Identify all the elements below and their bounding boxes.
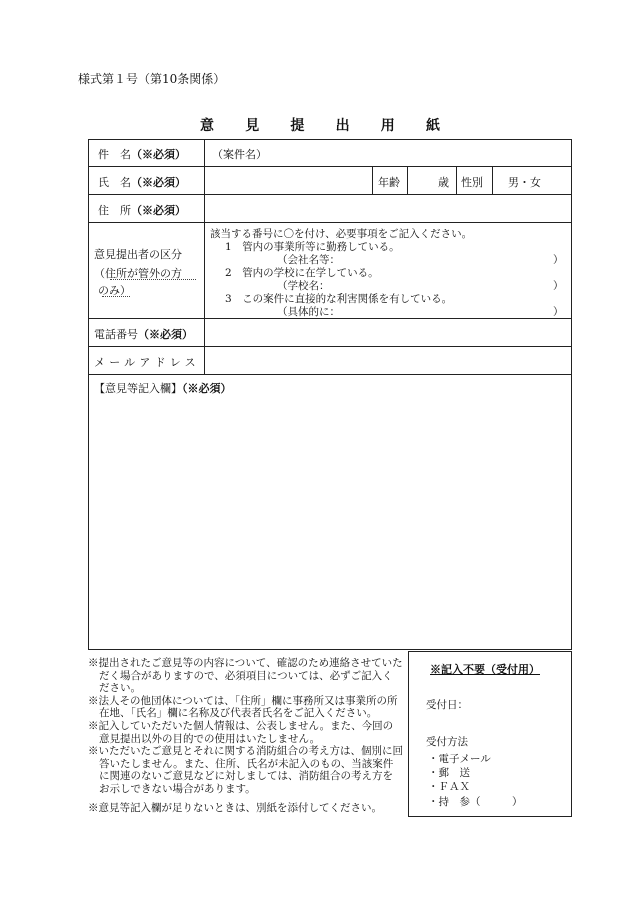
method-title: 受付方法: [426, 736, 468, 748]
sex-selector[interactable]: 男・女: [508, 176, 541, 189]
title-char: 紙: [425, 118, 440, 134]
note-item: ※法人その他団体については、「住所」欄に事務所又は事業所の所在地、「氏名」欄に名称及び代表者氏名をご記入ください。: [88, 694, 398, 720]
required-mark: （※必須）: [131, 148, 186, 161]
category-note-underline: [102, 296, 130, 297]
title-char: 意: [200, 118, 214, 134]
option-text: 管内の事業所等に勤務している。: [242, 241, 400, 253]
bracket-close: ）: [553, 280, 564, 292]
required-mark: （※必須）: [138, 328, 193, 341]
notes-list: [88, 657, 403, 814]
method-item: ・電子メール: [428, 753, 491, 765]
school-name-field[interactable]: （学校名：: [277, 280, 330, 292]
subject-label: [98, 146, 186, 162]
bracket-close: ）: [553, 306, 564, 318]
email-field[interactable]: [205, 347, 571, 373]
option-number: 2: [225, 267, 232, 279]
name-label: [98, 174, 186, 190]
office-use-title: ※記入不要（受付用）: [430, 663, 540, 676]
phone-field[interactable]: [205, 319, 571, 345]
title-char: 用: [380, 118, 395, 134]
option-text: 管内の学校に在学している。: [242, 267, 379, 279]
company-name-field[interactable]: （会社名等：: [277, 254, 340, 266]
note-item: ※意見等記入欄が足りないときは、別紙を添付してください。: [88, 801, 382, 814]
opinion-textarea[interactable]: [89, 396, 571, 649]
age-label: 年齢: [378, 176, 400, 189]
note-item: ※いただいたご意見とそれに関する消防組合の考え方は、個別に回答いたしません。また、住所、氏名が未記入のもの、当該案件に関連のないご意見などに対しましては、消防組合の考え方をお示しできない場合があります。: [88, 745, 403, 795]
required-mark: （※必須）: [131, 176, 186, 189]
name-field[interactable]: [205, 167, 371, 193]
age-unit: 歳: [438, 176, 449, 189]
address-field[interactable]: [205, 195, 571, 221]
note-item: ※提出されたご意見等の内容について、確認のため連絡させていただく場合がありますので、必須項目については、必ずご記入ください。: [88, 657, 403, 695]
phone-label: [94, 326, 193, 342]
row-divider: [88, 222, 572, 223]
column-divider: [492, 166, 493, 194]
form-number: 様式第１号（第10条関係）: [78, 72, 226, 86]
opinion-label-text: 【意見等記入欄】: [94, 382, 182, 395]
page-title: [200, 115, 440, 135]
name-label-text: 氏 名: [98, 176, 131, 189]
subject-field[interactable]: （案件名）: [212, 148, 267, 161]
category-instruction: 該当する番号に〇を付け、必要事項をご記入ください。: [210, 228, 473, 240]
email-label: メールアドレス: [94, 356, 200, 369]
title-char: 提: [290, 118, 305, 134]
method-item: ・持 参（ ）: [428, 796, 523, 808]
sex-label: 性別: [461, 176, 483, 189]
option-number: 3: [225, 293, 232, 305]
subject-label-text: 件 名: [98, 148, 131, 161]
category-note-underline: [110, 279, 196, 280]
received-date-label: 受付日：: [426, 699, 468, 711]
address-label-text: 住 所: [98, 204, 131, 217]
option-text: この案件に直接的な利害関係を有している。: [242, 293, 453, 305]
category-note-line2: のみ）: [98, 284, 131, 297]
phone-label-text: 電話番号: [94, 328, 138, 341]
age-field[interactable]: [408, 167, 438, 193]
opinion-label: [94, 380, 232, 396]
title-char: 見: [245, 118, 260, 134]
method-item: ・ＦＡＸ: [428, 781, 470, 793]
note-item: ※記入していただいた個人情報は、公表しません。また、今回の意見提出以外の目的での使用はいたしません。: [88, 719, 394, 745]
required-mark: （※必須）: [182, 382, 232, 395]
column-divider: [456, 166, 457, 194]
option-number: 1: [225, 241, 232, 253]
category-note-line1: （住所が管外の方: [94, 267, 182, 280]
method-item: ・郵 送: [428, 767, 470, 779]
required-mark: （※必須）: [131, 204, 186, 217]
column-divider: [372, 166, 373, 194]
title-char: 出: [335, 118, 350, 134]
details-field[interactable]: （具体的に：: [277, 306, 340, 318]
address-label: [98, 202, 186, 218]
bracket-close: ）: [553, 254, 564, 266]
category-label: 意見提出者の区分: [94, 248, 182, 261]
row-divider: [88, 374, 572, 375]
